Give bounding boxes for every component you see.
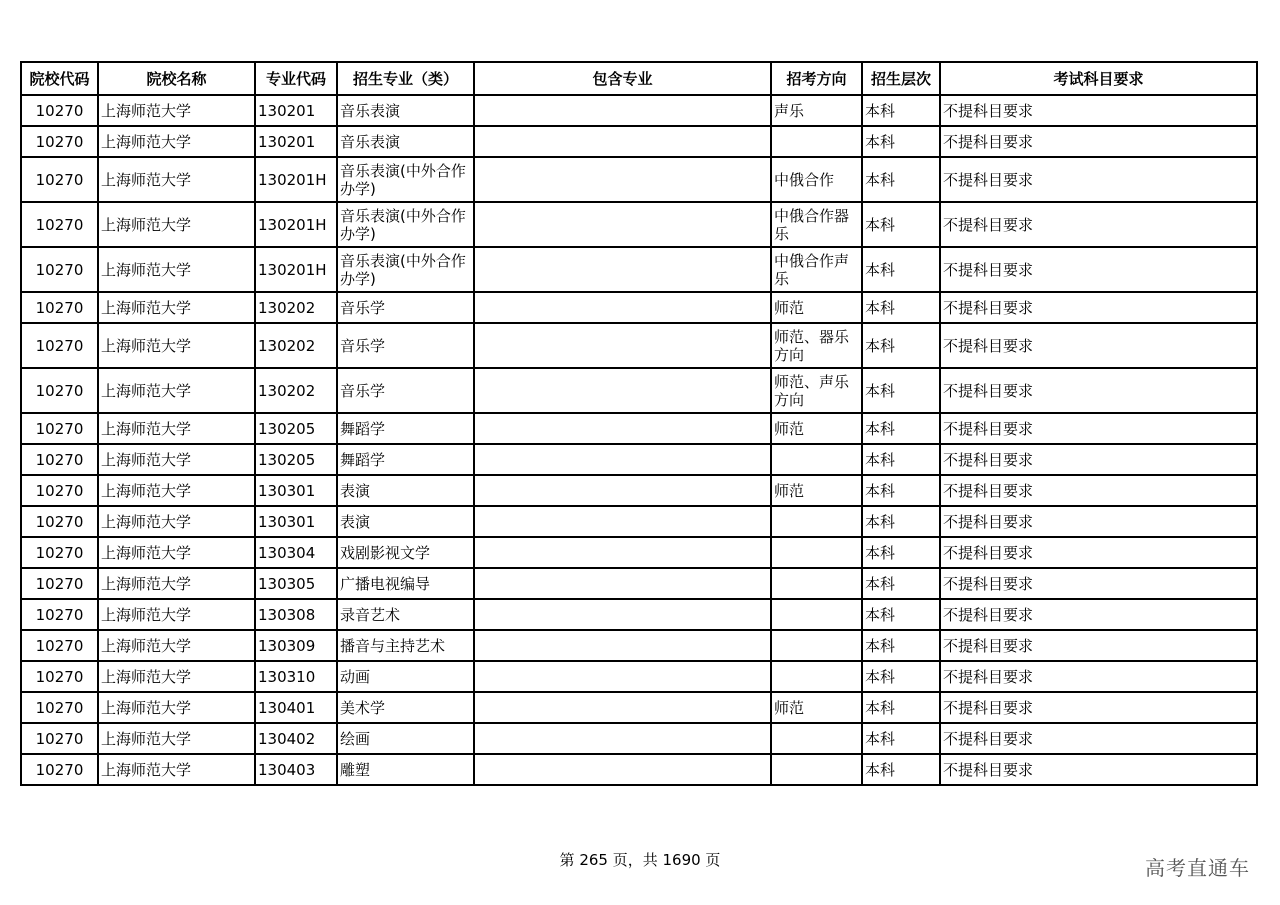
- cell-major-code: 130309: [255, 630, 337, 661]
- cell-major: 雕塑: [337, 754, 474, 785]
- cell-included: [474, 157, 771, 202]
- cell-direction: [771, 723, 862, 754]
- cell-school-name: 上海师范大学: [98, 692, 255, 723]
- cell-included: [474, 202, 771, 247]
- cell-included: [474, 95, 771, 126]
- cell-major: 戏剧影视文学: [337, 537, 474, 568]
- cell-major-code: 130402: [255, 723, 337, 754]
- header-requirement: 考试科目要求: [940, 62, 1257, 95]
- cell-school-name: 上海师范大学: [98, 723, 255, 754]
- cell-direction: 师范: [771, 475, 862, 506]
- cell-school-code: 10270: [21, 95, 98, 126]
- cell-major-code: 130201: [255, 126, 337, 157]
- cell-school-name: 上海师范大学: [98, 754, 255, 785]
- cell-school-name: 上海师范大学: [98, 506, 255, 537]
- cell-level: 本科: [862, 413, 940, 444]
- cell-level: 本科: [862, 723, 940, 754]
- table-row: [21, 537, 1257, 568]
- cell-school-name: 上海师范大学: [98, 537, 255, 568]
- cell-requirement: 不提科目要求: [940, 126, 1257, 157]
- cell-included: [474, 568, 771, 599]
- cell-school-name: 上海师范大学: [98, 323, 255, 368]
- cell-included: [474, 537, 771, 568]
- cell-requirement: 不提科目要求: [940, 202, 1257, 247]
- table-row: [21, 661, 1257, 692]
- cell-major: 广播电视编导: [337, 568, 474, 599]
- cell-school-name: 上海师范大学: [98, 475, 255, 506]
- cell-level: 本科: [862, 475, 940, 506]
- cell-school-name: 上海师范大学: [98, 95, 255, 126]
- cell-direction: [771, 661, 862, 692]
- cell-direction: [771, 568, 862, 599]
- cell-major-code: 130403: [255, 754, 337, 785]
- cell-school-code: 10270: [21, 202, 98, 247]
- cell-major-code: 130308: [255, 599, 337, 630]
- cell-major-code: 130202: [255, 368, 337, 413]
- cell-school-name: 上海师范大学: [98, 568, 255, 599]
- cell-direction: [771, 630, 862, 661]
- cell-requirement: 不提科目要求: [940, 599, 1257, 630]
- cell-major: 表演: [337, 506, 474, 537]
- cell-requirement: 不提科目要求: [940, 692, 1257, 723]
- cell-level: 本科: [862, 157, 940, 202]
- cell-direction: [771, 754, 862, 785]
- cell-included: [474, 368, 771, 413]
- cell-major: 美术学: [337, 692, 474, 723]
- cell-included: [474, 126, 771, 157]
- cell-included: [474, 630, 771, 661]
- cell-major: 舞蹈学: [337, 413, 474, 444]
- cell-major: 表演: [337, 475, 474, 506]
- cell-major: 音乐表演(中外合作办学): [337, 202, 474, 247]
- cell-included: [474, 444, 771, 475]
- cell-requirement: 不提科目要求: [940, 475, 1257, 506]
- cell-school-code: 10270: [21, 157, 98, 202]
- header-included: 包含专业: [474, 62, 771, 95]
- cell-direction: 中俄合作器乐: [771, 202, 862, 247]
- cell-major: 动画: [337, 661, 474, 692]
- cell-school-name: 上海师范大学: [98, 247, 255, 292]
- page-number: 第 265 页，共 1690 页: [559, 851, 721, 869]
- cell-requirement: 不提科目要求: [940, 413, 1257, 444]
- cell-school-name: 上海师范大学: [98, 599, 255, 630]
- cell-included: [474, 247, 771, 292]
- cell-included: [474, 506, 771, 537]
- cell-requirement: 不提科目要求: [940, 247, 1257, 292]
- cell-school-code: 10270: [21, 292, 98, 323]
- cell-requirement: 不提科目要求: [940, 444, 1257, 475]
- cell-school-code: 10270: [21, 475, 98, 506]
- cell-school-code: 10270: [21, 413, 98, 444]
- cell-included: [474, 692, 771, 723]
- cell-major: 音乐学: [337, 368, 474, 413]
- header-school-code: 院校代码: [21, 62, 98, 95]
- table-row: [21, 157, 1257, 202]
- header-level: 招生层次: [862, 62, 940, 95]
- cell-school-name: 上海师范大学: [98, 202, 255, 247]
- cell-major: 音乐表演: [337, 126, 474, 157]
- cell-requirement: 不提科目要求: [940, 368, 1257, 413]
- cell-school-name: 上海师范大学: [98, 413, 255, 444]
- cell-included: [474, 323, 771, 368]
- cell-level: 本科: [862, 323, 940, 368]
- cell-direction: 师范: [771, 413, 862, 444]
- cell-requirement: 不提科目要求: [940, 723, 1257, 754]
- cell-level: 本科: [862, 506, 940, 537]
- cell-requirement: 不提科目要求: [940, 157, 1257, 202]
- cell-major: 舞蹈学: [337, 444, 474, 475]
- cell-requirement: 不提科目要求: [940, 537, 1257, 568]
- cell-major-code: 130201H: [255, 157, 337, 202]
- cell-school-code: 10270: [21, 568, 98, 599]
- cell-requirement: 不提科目要求: [940, 95, 1257, 126]
- header-school-name: 院校名称: [98, 62, 255, 95]
- cell-included: [474, 723, 771, 754]
- admission-table: [20, 61, 1258, 786]
- cell-school-code: 10270: [21, 661, 98, 692]
- cell-included: [474, 413, 771, 444]
- cell-direction: 师范、声乐方向: [771, 368, 862, 413]
- cell-major-code: 130305: [255, 568, 337, 599]
- cell-school-name: 上海师范大学: [98, 126, 255, 157]
- cell-major-code: 130310: [255, 661, 337, 692]
- cell-direction: [771, 599, 862, 630]
- cell-requirement: 不提科目要求: [940, 292, 1257, 323]
- cell-school-code: 10270: [21, 692, 98, 723]
- cell-school-code: 10270: [21, 126, 98, 157]
- cell-major: 音乐学: [337, 323, 474, 368]
- cell-level: 本科: [862, 599, 940, 630]
- cell-included: [474, 599, 771, 630]
- cell-level: 本科: [862, 754, 940, 785]
- cell-direction: [771, 126, 862, 157]
- table-row: [21, 413, 1257, 444]
- cell-school-code: 10270: [21, 368, 98, 413]
- cell-direction: 师范: [771, 692, 862, 723]
- cell-school-name: 上海师范大学: [98, 292, 255, 323]
- header-major-code: 专业代码: [255, 62, 337, 95]
- cell-requirement: 不提科目要求: [940, 323, 1257, 368]
- table-row: [21, 444, 1257, 475]
- header-major: 招生专业（类）: [337, 62, 474, 95]
- table-row: [21, 754, 1257, 785]
- cell-school-code: 10270: [21, 723, 98, 754]
- cell-major-code: 130205: [255, 444, 337, 475]
- cell-included: [474, 475, 771, 506]
- cell-major-code: 130201H: [255, 202, 337, 247]
- table-row: [21, 692, 1257, 723]
- cell-school-code: 10270: [21, 599, 98, 630]
- cell-level: 本科: [862, 537, 940, 568]
- cell-school-code: 10270: [21, 247, 98, 292]
- cell-requirement: 不提科目要求: [940, 630, 1257, 661]
- table-row: [21, 126, 1257, 157]
- table-row: [21, 292, 1257, 323]
- cell-level: 本科: [862, 247, 940, 292]
- header-row: [21, 62, 1257, 95]
- cell-requirement: 不提科目要求: [940, 506, 1257, 537]
- table-row: [21, 247, 1257, 292]
- table-row: [21, 568, 1257, 599]
- cell-direction: 师范: [771, 292, 862, 323]
- cell-level: 本科: [862, 692, 940, 723]
- cell-direction: 中俄合作: [771, 157, 862, 202]
- cell-level: 本科: [862, 292, 940, 323]
- cell-level: 本科: [862, 444, 940, 475]
- cell-major: 播音与主持艺术: [337, 630, 474, 661]
- cell-major-code: 130202: [255, 292, 337, 323]
- cell-level: 本科: [862, 368, 940, 413]
- table-row: [21, 506, 1257, 537]
- cell-direction: [771, 506, 862, 537]
- cell-major-code: 130201: [255, 95, 337, 126]
- cell-level: 本科: [862, 95, 940, 126]
- cell-level: 本科: [862, 202, 940, 247]
- cell-requirement: 不提科目要求: [940, 568, 1257, 599]
- table-row: [21, 475, 1257, 506]
- cell-major: 录音艺术: [337, 599, 474, 630]
- cell-major: 音乐表演(中外合作办学): [337, 247, 474, 292]
- table-row: [21, 723, 1257, 754]
- table-row: [21, 368, 1257, 413]
- cell-major-code: 130401: [255, 692, 337, 723]
- table-row: [21, 323, 1257, 368]
- cell-major-code: 130202: [255, 323, 337, 368]
- cell-included: [474, 292, 771, 323]
- cell-direction: [771, 537, 862, 568]
- cell-level: 本科: [862, 568, 940, 599]
- table-row: [21, 95, 1257, 126]
- cell-direction: 师范、器乐方向: [771, 323, 862, 368]
- cell-school-code: 10270: [21, 630, 98, 661]
- cell-included: [474, 661, 771, 692]
- cell-level: 本科: [862, 630, 940, 661]
- cell-school-name: 上海师范大学: [98, 444, 255, 475]
- cell-major: 音乐学: [337, 292, 474, 323]
- cell-school-code: 10270: [21, 444, 98, 475]
- cell-included: [474, 754, 771, 785]
- cell-school-code: 10270: [21, 754, 98, 785]
- cell-major: 音乐表演: [337, 95, 474, 126]
- cell-level: 本科: [862, 661, 940, 692]
- cell-school-code: 10270: [21, 537, 98, 568]
- cell-requirement: 不提科目要求: [940, 754, 1257, 785]
- cell-school-code: 10270: [21, 506, 98, 537]
- cell-requirement: 不提科目要求: [940, 661, 1257, 692]
- table-row: [21, 599, 1257, 630]
- cell-major: 音乐表演(中外合作办学): [337, 157, 474, 202]
- cell-major-code: 130205: [255, 413, 337, 444]
- cell-school-name: 上海师范大学: [98, 368, 255, 413]
- cell-major-code: 130301: [255, 475, 337, 506]
- cell-school-name: 上海师范大学: [98, 630, 255, 661]
- cell-major-code: 130301: [255, 506, 337, 537]
- cell-major-code: 130304: [255, 537, 337, 568]
- cell-school-name: 上海师范大学: [98, 661, 255, 692]
- cell-direction: [771, 444, 862, 475]
- cell-school-name: 上海师范大学: [98, 157, 255, 202]
- table-row: [21, 630, 1257, 661]
- table-body: [21, 95, 1257, 785]
- cell-level: 本科: [862, 126, 940, 157]
- header-direction: 招考方向: [771, 62, 862, 95]
- watermark: 高考直通车: [1145, 856, 1250, 880]
- cell-school-code: 10270: [21, 323, 98, 368]
- cell-direction: 中俄合作声乐: [771, 247, 862, 292]
- table-row: [21, 202, 1257, 247]
- cell-major: 绘画: [337, 723, 474, 754]
- cell-direction: 声乐: [771, 95, 862, 126]
- cell-major-code: 130201H: [255, 247, 337, 292]
